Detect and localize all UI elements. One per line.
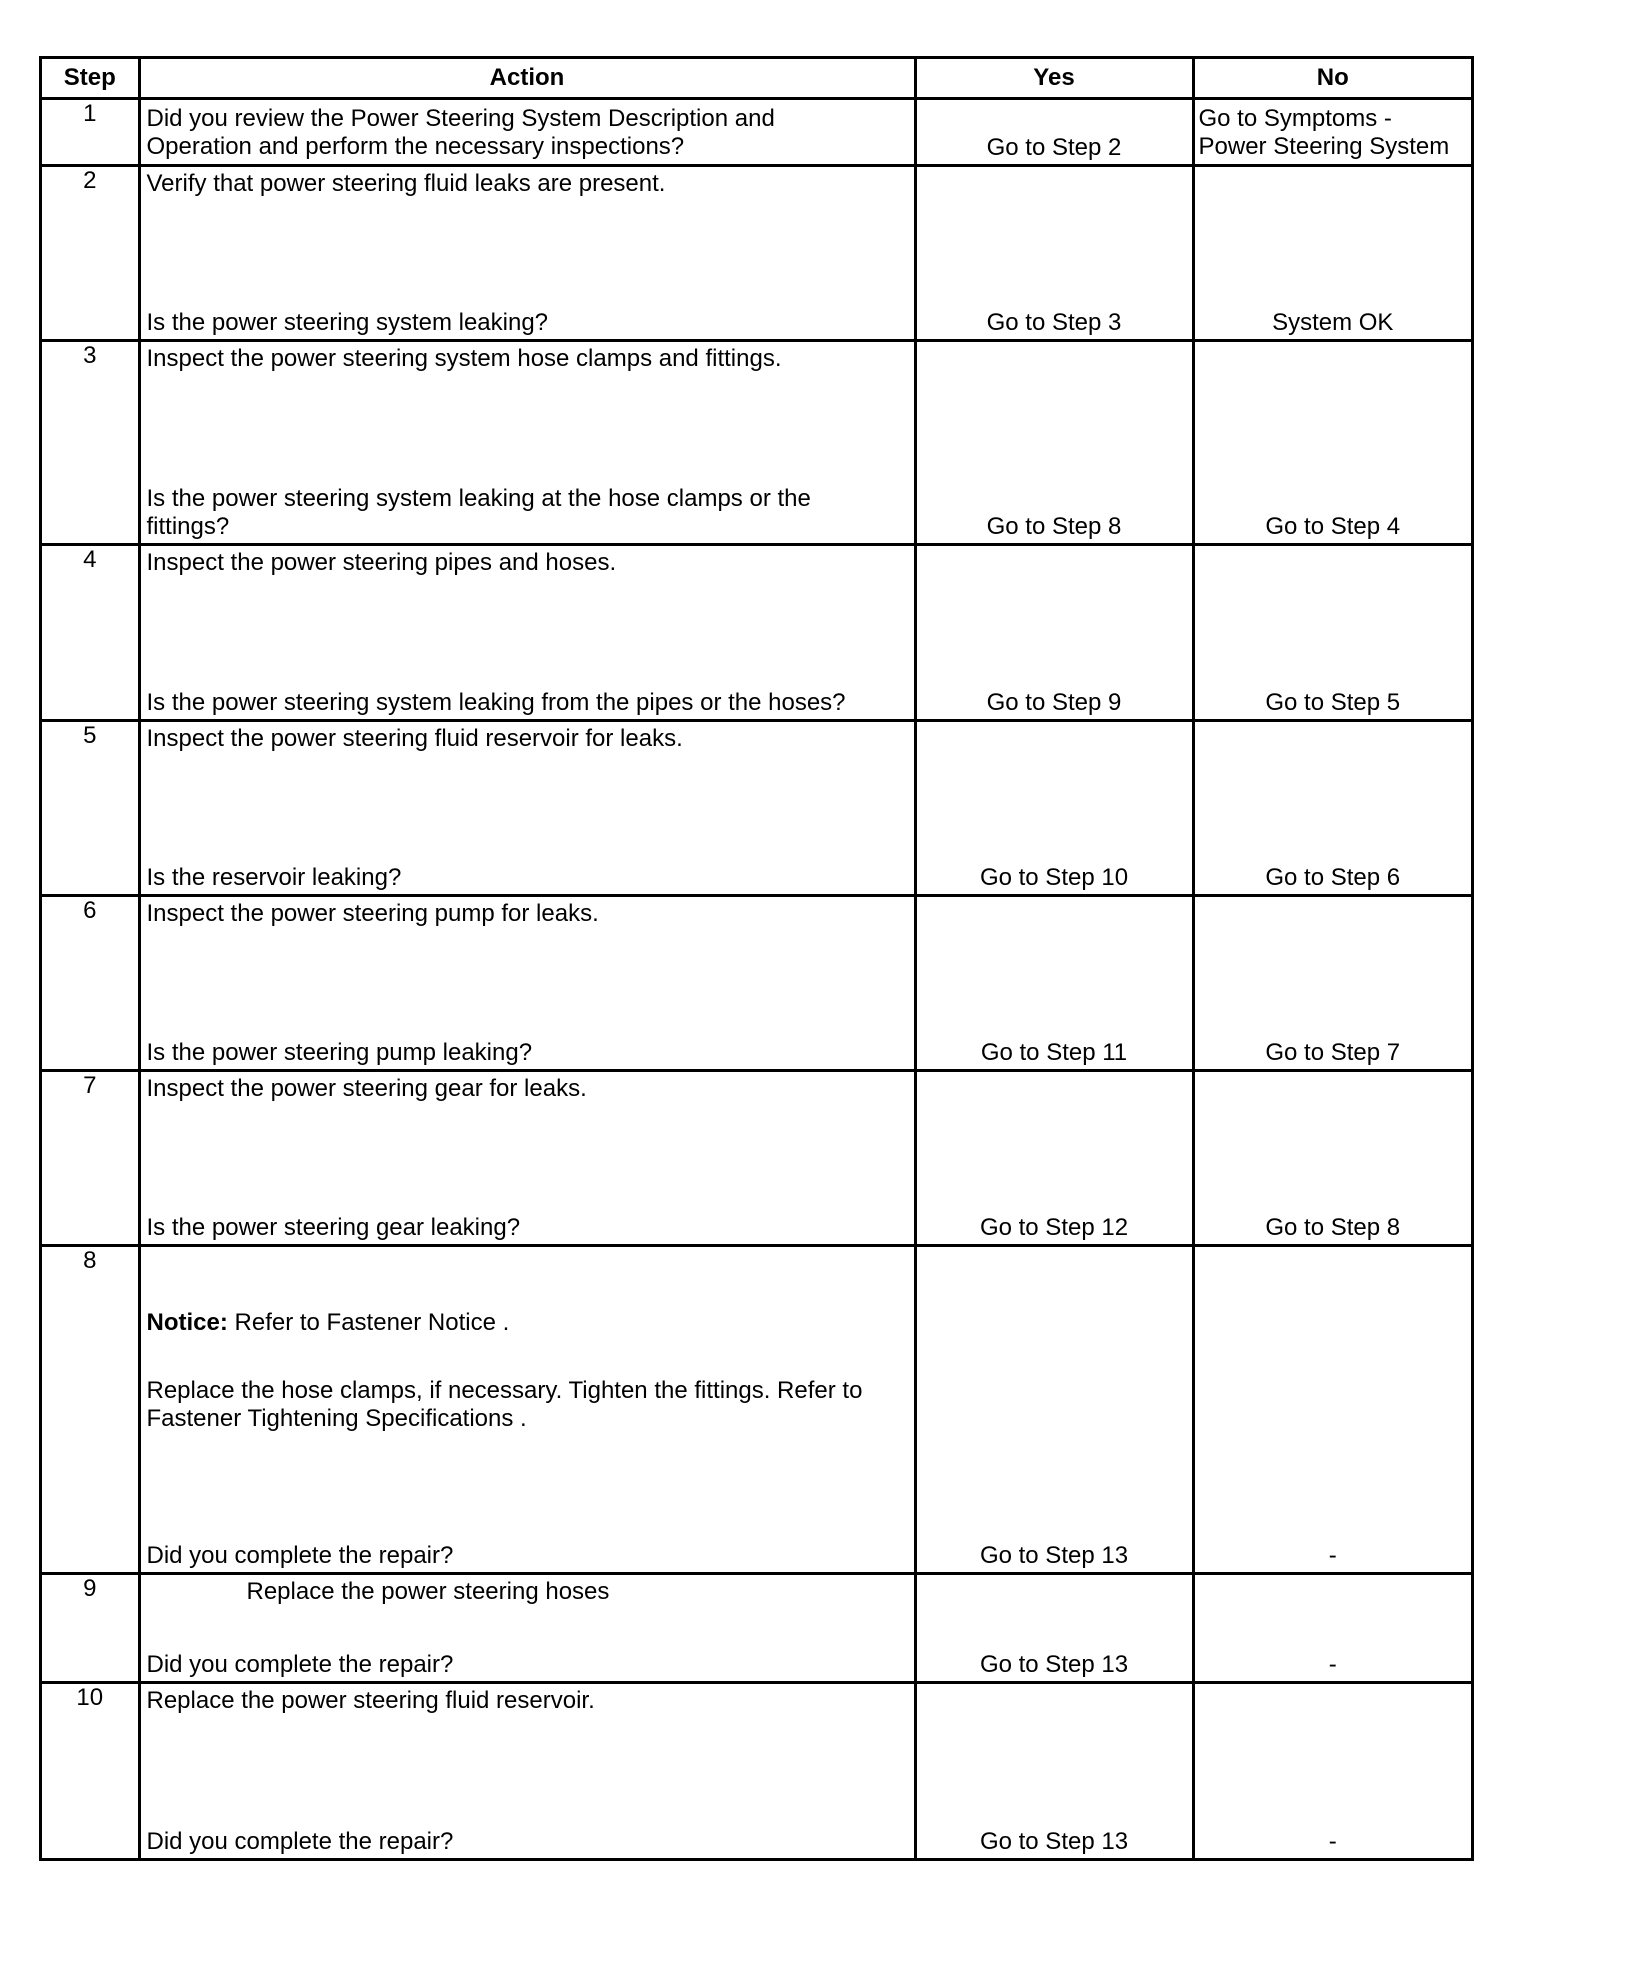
action-cell	[139, 721, 915, 896]
action-instruction: Inspect the power steering fluid reservoir for leaks.	[146, 725, 683, 752]
step-number: 8	[42, 1246, 139, 1574]
notice-text: Refer to Fastener Notice .	[227, 1309, 510, 1336]
action-instruction: Inspect the power steering pump for leaks.	[146, 900, 599, 927]
no-link: Go to Step 6	[1265, 864, 1401, 891]
action-instruction: Replace the power steering fluid reservoir.	[146, 1687, 595, 1714]
yes-link: Go to Step 10	[979, 864, 1129, 891]
step-number: 5	[42, 721, 139, 896]
no-link: Power Steering System	[1198, 133, 1450, 160]
step-number: 3	[42, 341, 139, 545]
action-question: Is the power steering system leaking at the hose clamps or the	[146, 485, 811, 512]
yes-cell	[915, 721, 1193, 896]
no-cell	[1193, 99, 1471, 166]
notice-line	[147, 1309, 906, 1337]
no-link: -	[1328, 1827, 1337, 1855]
yes-cell	[915, 1246, 1193, 1574]
diagnostic-table-frame	[39, 56, 1474, 1861]
no-link: Go to Step 4	[1265, 513, 1401, 540]
action-question: Is the power steering gear leaking?	[146, 1214, 521, 1241]
yes-cell	[915, 1071, 1193, 1246]
step-number: 9	[42, 1574, 139, 1683]
action-question: Did you complete the repair?	[146, 1827, 454, 1855]
yes-cell	[915, 1683, 1193, 1858]
yes-cell	[915, 896, 1193, 1071]
no-cell	[1193, 1683, 1471, 1858]
action-text: Did you review the Power Steering System Description and	[146, 105, 775, 132]
no-cell	[1193, 166, 1471, 341]
no-cell	[1193, 1574, 1471, 1683]
table-row	[42, 99, 1471, 166]
no-link: Go to Symptoms -	[1198, 105, 1392, 132]
table-row	[42, 341, 1471, 545]
yes-cell	[915, 341, 1193, 545]
action-question: Did you complete the repair?	[146, 1542, 454, 1569]
yes-cell	[915, 166, 1193, 341]
table-row	[42, 896, 1471, 1071]
step-number: 4	[42, 545, 139, 721]
action-instruction: Replace the power steering hoses	[246, 1578, 610, 1605]
yes-link: Go to Step 13	[979, 1827, 1129, 1855]
action-cell	[139, 99, 915, 166]
yes-link: Go to Step 9	[986, 689, 1122, 716]
step-number: 10	[42, 1683, 139, 1858]
action-instruction: Inspect the power steering pipes and hoses.	[146, 549, 617, 576]
yes-cell	[915, 545, 1193, 721]
action-cell	[139, 1574, 915, 1683]
yes-link: Go to Step 12	[979, 1214, 1129, 1241]
action-question: fittings?	[146, 513, 230, 540]
action-question: Is the reservoir leaking?	[146, 864, 402, 891]
action-cell	[139, 545, 915, 721]
table-row	[42, 1683, 1471, 1858]
notice-label: Notice:	[146, 1309, 228, 1336]
action-cell	[139, 1683, 915, 1858]
action-question: Is the power steering system leaking?	[146, 309, 549, 336]
step-number: 1	[42, 99, 139, 166]
no-cell	[1193, 896, 1471, 1071]
action-cell	[139, 341, 915, 545]
no-link: -	[1328, 1651, 1337, 1678]
table-row	[42, 721, 1471, 896]
action-text: Operation and perform the necessary inspections?	[146, 133, 685, 160]
no-cell	[1193, 341, 1471, 545]
table-row	[42, 1246, 1471, 1574]
action-instruction: Replace the hose clamps, if necessary. Tighten the fittings. Refer to	[146, 1377, 863, 1404]
step-number: 6	[42, 896, 139, 1071]
action-question: Did you complete the repair?	[146, 1651, 454, 1678]
action-cell	[139, 166, 915, 341]
table-row	[42, 1071, 1471, 1246]
no-link: System OK	[1272, 309, 1394, 336]
action-instruction: Verify that power steering fluid leaks are present.	[146, 170, 666, 197]
header-no: No	[1193, 59, 1471, 99]
yes-link: Go to Step 13	[979, 1651, 1129, 1678]
yes-link: Go to Step 13	[979, 1542, 1129, 1569]
table-row	[42, 166, 1471, 341]
header-step: Step	[42, 59, 139, 99]
yes-link: Go to Step 11	[980, 1039, 1128, 1066]
yes-link: Go to Step 8	[986, 513, 1122, 540]
table-row	[42, 1574, 1471, 1683]
action-cell	[139, 1246, 915, 1574]
no-cell	[1193, 721, 1471, 896]
table-row	[42, 545, 1471, 721]
no-cell	[1193, 1071, 1471, 1246]
action-question: Is the power steering pump leaking?	[146, 1039, 533, 1066]
yes-link: Go to Step 3	[986, 309, 1122, 336]
no-link: Go to Step 8	[1265, 1214, 1401, 1241]
action-instruction: Inspect the power steering gear for leaks.	[146, 1075, 587, 1102]
action-cell	[139, 1071, 915, 1246]
no-cell	[1193, 545, 1471, 721]
no-link: -	[1328, 1542, 1337, 1569]
action-instruction: Fastener Tightening Specifications .	[146, 1405, 527, 1432]
step-number: 2	[42, 166, 139, 341]
step-number: 7	[42, 1071, 139, 1246]
no-cell	[1193, 1246, 1471, 1574]
yes-cell	[915, 99, 1193, 166]
header-yes: Yes	[915, 59, 1193, 99]
no-link: Go to Step 5	[1265, 689, 1401, 716]
header-action: Action	[139, 59, 915, 99]
header-row	[42, 59, 1471, 99]
action-cell	[139, 896, 915, 1071]
action-question: Is the power steering system leaking from the pipes or the hoses?	[146, 689, 846, 716]
action-instruction: Inspect the power steering system hose clamps and fittings.	[146, 345, 782, 372]
diagnostic-table	[42, 59, 1471, 1858]
yes-cell	[915, 1574, 1193, 1683]
no-link: Go to Step 7	[1265, 1039, 1401, 1066]
yes-link: Go to Step 2	[986, 134, 1122, 161]
